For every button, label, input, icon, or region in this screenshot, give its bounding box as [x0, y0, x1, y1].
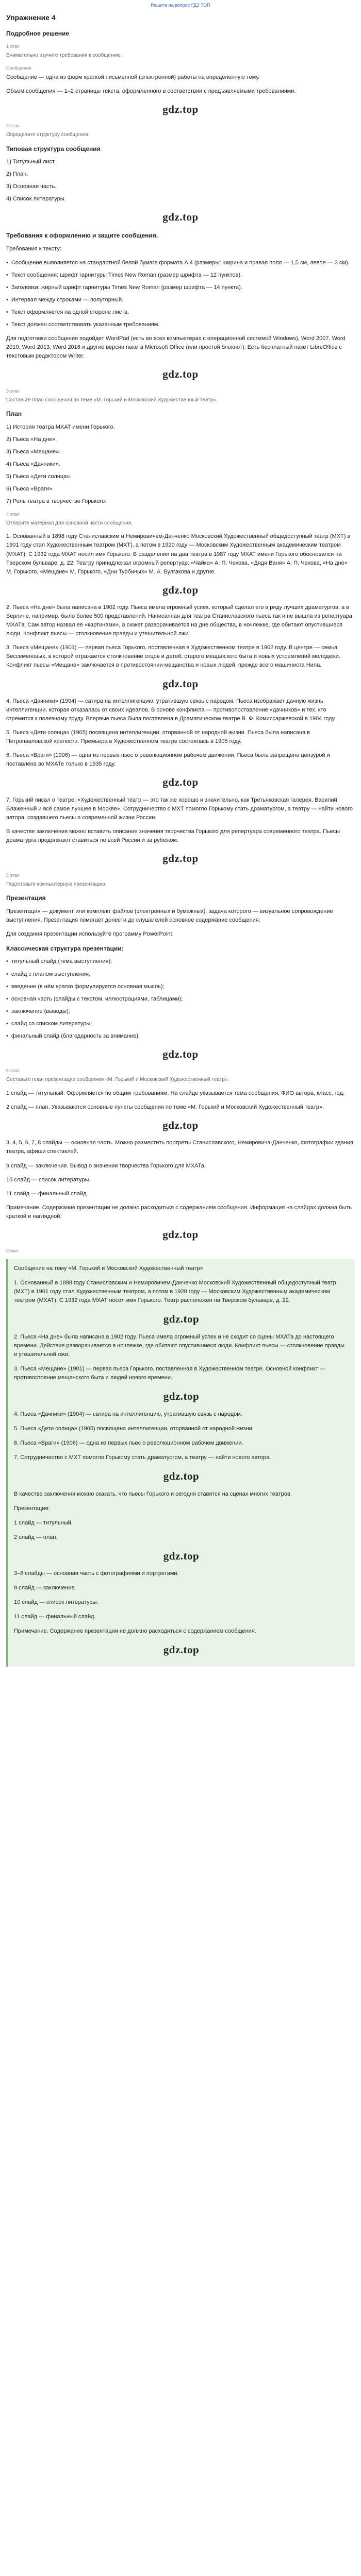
slide-paragraph: 3, 4, 5, 6, 7, 8 слайды — основная часть. Можно разместить портреты Станиславского, Немировича-Данченко, фотографии здания театра, афиши спектаклей. [6, 1140, 353, 1155]
step-4-number: 4 этап [6, 511, 20, 517]
step-3-hint: Составьте план сообщения по теме «М. Горький и Московский Художественный театр». [6, 397, 218, 403]
answer-paragraph: 11 слайд — финальный слайд. [14, 1614, 96, 1620]
list-item: 6) Пьеса «Враги». [6, 485, 54, 492]
step-6-number: 6 этап [6, 1068, 20, 1074]
list-item: • заключение (выводы); [6, 1007, 355, 1016]
list-item: • Сообщение выполняется на стандартной белой бумаге формата А 4 (размеры: ширина и правая поля — 1,5 см, левое — 3 см). [6, 259, 355, 267]
answer-paragraph: Сообщение на тему «М. Горький и Московский Художественный театр» [14, 1265, 203, 1272]
requirements-list [6, 259, 355, 329]
list-item: • основная часть (слайды с текстом, иллюстрациями, таблицами); [6, 995, 355, 1004]
list-item: • слайд с планом выступления; [6, 970, 355, 979]
answer-paragraph: 3. Пьеса «Мещане» (1901) — первая пьеса Горького, поставленная в Художественном театре. Основной конфликт — противостояние мещанского быта и людей нового времени. [14, 1366, 325, 1381]
material-paragraph: 5. Пьеса «Дети солнца» (1905) посвящена интеллигенции, оторванной от народной жизни. Пьеса была написана в Петропавловской крепости. Премьера в Художественном театре состоялась в 1905 году. [6, 730, 310, 745]
list-item: • Заголовки: жирный шрифт гарнитуры Times New Roman (размер шрифта — 14 пункта). [6, 283, 355, 292]
material-paragraph: 4. Пьеса «Дачники» (1904) — сатира на интеллигенцию, утратившую связь с народом. Пьеса изображает дачную жизнь интеллигенции, которая отказалась от своих идеалов. В основе конфликта — противопоставление «дачников» и тех, кто стремится к полезному труду. Впервые пьеса была поставлена в Драматическом театре В. Ф. Комиссаржевской в 1904 году. [6, 698, 336, 722]
answer-paragraph: 6. Пьеса «Враги» (1906) — одна из первых пьес о революционном рабочем движении. [14, 1439, 243, 1446]
step-2-number: 2 этап [6, 123, 20, 129]
list-item: 2) Пьеса «На дне». [6, 436, 57, 443]
step-1-number: 1 этап [6, 44, 20, 49]
watermark: gdz.top [163, 1469, 200, 1482]
answer-paragraph: 1. Основанный в 1898 году Станиславским и Немировичем-Данченко Московский Художественный общедоступный театр (МХТ) в 1901 году стал Художественным театром, а потом в 1920 году — Московским Художественным академическим театром (МХАТ). С 1932 года МХАТ носил имя Горького. Театр расположен на Тверском бульваре, д. 22. [14, 1280, 336, 1304]
watermark: gdz.top [162, 852, 199, 865]
step-5-hint: Подготовьте компьютерную презентацию. [6, 881, 107, 887]
list-item: • финальный слайд (благодарность за внимание). [6, 1032, 355, 1041]
step-2-hint: Определите структуру сообщения. [6, 132, 90, 138]
slide-note: Примечание. Содержание презентации не должно расходиться с содержанием сообщения. Информация на слайдах должна быть краткой и наглядной. [6, 1204, 352, 1219]
slide-paragraph: 10 слайд — список литературы. [6, 1176, 91, 1183]
watermark: gdz.top [163, 1390, 200, 1403]
list-item: 3) Пьеса «Мещане». [6, 448, 61, 455]
watermark: gdz.top [162, 211, 199, 224]
watermark: gdz.top [162, 368, 199, 381]
step-2-head: Типовая структура сообщения [6, 145, 101, 152]
material-paragraph: 7. Горький писал о театре: «Художественный театр — это так же хорошо и значительно, как Третьяковская галерея, Василий Блаженный и всё самое лучшее в Москве». Сотрудничество с МХТ помогло Горькому стать драматургом, а театру — найти нового автора, создавшего пьесы о современной жизни России. [6, 796, 353, 821]
plan-list [6, 423, 355, 506]
list-item: 1) Титульный лист. [6, 159, 56, 165]
watermark: gdz.top [162, 583, 199, 596]
slide-paragraph: 9 слайд — заключение. Вывод о значении творчества Горького для МХАТа. [6, 1162, 206, 1169]
list-item: • Текст должен соответствовать указанным требованиям. [6, 320, 355, 329]
step-4-hint: Отберите материал для основной части сообщения. [6, 520, 133, 526]
list-item: • Интервал между строками — полуторный. [6, 296, 355, 304]
list-item: 5) Пьеса «Дети солнца». [6, 473, 72, 480]
answer-paragraph: В качестве заключения можно сказать, что пьесы Горького и сегодня ставятся на сценах многих театров. [14, 1490, 292, 1497]
step-3-head: План [6, 410, 22, 418]
list-item: 2) План. [6, 171, 28, 178]
watermark: gdz.top [163, 1643, 200, 1656]
watermark: gdz.top [162, 1047, 199, 1060]
list-item: 1) История театра МХАТ имени Горького. [6, 423, 115, 430]
requirements-intro: Требования к тексту: [6, 245, 61, 252]
step-1-p1: Сообщение — одна из форм краткой письменной (электронной) работы на определенную тему. [6, 74, 260, 80]
material-paragraph: 3. Пьеса «Мещане» (1901) — первая пьеса Горького, поставленная в Художественном театре в 1902 году. В центре — семья Бессеменовых, в которой отражается столкновение отцов и детей, старого мещанского быта и новых устремлений молодежи. Конфликт пьесы «Мещане» заключается в противостоянии мещанства и новых людей, прежде всего машиниста Нила. [6, 645, 341, 669]
list-item: • слайд со списком литературы; [6, 1020, 355, 1028]
answer-paragraph: 5. Пьеса «Дети солнца» (1905) посвящена интеллигенции, оторванной от народной жизни. [14, 1425, 254, 1432]
answer-paragraph: Презентация: [14, 1505, 50, 1512]
material-paragraph: 6. Пьеса «Враги» (1906) — одна из первых пьес о революционном рабочем движении. Пьеса была запрещена цензурой и поставлена во МХАТе только в 1935 году. [6, 752, 330, 768]
material-tail: В качестве заключения можно вставить описание значения творчества Горького для репертуара современного театра. Пьесы драматурга продолжают ставиться по всей России и за рубежом. [6, 828, 340, 844]
answer-paragraph: 2. Пьеса «На дне» была написана в 1902 году. Пьеса имела огромный успех и не сходит со сцены МХАТа до настоящего времени. Действие разворачивается в ночлежке, где обитают опустившиеся люди. Конфликт пьесы — столкновение правды и утешительной лжи. [14, 1333, 344, 1358]
answer-paragraph: 3–8 слайды — основная часть с фотографиями и портретами. [14, 1570, 179, 1577]
list-item: 7) Роль театра в творчестве Горького. [6, 498, 107, 504]
list-item: • Текст оформляется на одной стороне листа. [6, 308, 355, 317]
step-1-p2: Объем сообщения — 1–2 страницы текста, оформленного в соответствии с предъявляемыми требованиями. [6, 88, 296, 94]
watermark: gdz.top [162, 776, 199, 789]
slide-paragraph: 11 слайд — финальный слайд. [6, 1190, 88, 1197]
list-item: • введение (в нём кратко формулируется основная мысль); [6, 982, 355, 991]
structure-list [6, 158, 355, 204]
step-5-head: Презентация [6, 894, 46, 902]
list-item: • титульный слайд (тема выступления); [6, 957, 355, 966]
list-item: 3) Основная часть. [6, 183, 57, 190]
answer-paragraph: 9 слайд — заключение. [14, 1585, 76, 1591]
answer-paragraph: 4. Пьеса «Дачники» (1904) — сатира на интеллигенцию, утратившую связь с народом. [14, 1411, 242, 1417]
watermark: gdz.top [162, 103, 199, 115]
page-title: Упражнение 4 [6, 13, 56, 22]
step-5-number: 5 этап [6, 872, 20, 878]
watermark: gdz.top [163, 1313, 200, 1326]
presentation-structure-list [6, 957, 355, 1040]
subtitle: Подробное решение [6, 29, 70, 37]
list-item: 4) Пьеса «Дачники». [6, 461, 60, 467]
list-item: 4) Список литературы. [6, 196, 66, 202]
material-paragraph: 2. Пьеса «На дне» была написана в 1902 году. Пьеса имела огромный успех, который сделал его в ряду лучших драматургов, а в Берлине, например, было более 500 представлений. Написанная для театра Станиславского пьеса так и не вышла из репертуара МХАТа. Сам автор назвал её «картинами», а сюжет разворачивается на дне общества, в ночлежке, где обитают опустившиеся люди. Конфликт пьесы — столкновение правды и утешительной лжи. [6, 604, 352, 637]
slide-paragraph: 1 слайд — титульный. Оформляется по общим требованиям. На слайде указывается тема сообщения, ФИО автора, класс, год. [6, 1090, 344, 1096]
presentation-structure-head: Классическая структура презентации: [6, 944, 124, 952]
slide-paragraph: 2 слайд — план. Указываются основные пункты сообщения по теме «М. Горький и Московский Художественный театр». [6, 1104, 324, 1110]
answer-paragraph: 1 слайд — титульный. [14, 1519, 73, 1526]
top-bar [6, 0, 355, 10]
step-3-number: 3 этап [6, 388, 20, 394]
answer-paragraph: Примечание. Содержание презентации не должно расходиться с содержанием сообщения. [14, 1628, 256, 1635]
watermark: gdz.top [162, 677, 199, 690]
list-item: • Текст сообщения: шрифт гарнитуры Times New Roman (размер шрифта — 12 пунктов). [6, 271, 355, 280]
watermark: gdz.top [163, 1549, 200, 1562]
answer-label: Ответ [6, 1248, 19, 1254]
software-note: Для подготовки сообщения подойдет WordPad (есть во всех компьютерах с операционной системой Windows), Word 2007, Word 2010, Word 2013, Word 2016 и другие версии пакета Microsoft Office (или простой блокнот). Есть бесплатный пакет LibreOffice с текстовым редактором Writer. [6, 335, 346, 360]
top-link[interactable]: Решите на вопрос ГДЗ ТОП [151, 3, 210, 8]
answer-paragraph: 10 слайд — список литературы. [14, 1599, 99, 1606]
answer-box [6, 1259, 355, 1667]
step-1-hint: Внимательно изучите требования к сообщению. [6, 53, 122, 59]
requirements-head: Требования к оформлению и защите сообщения. [6, 232, 158, 239]
step-6-hint: Составьте план презентации сообщения «М. Горький и Московский Художественный театр». [6, 1077, 229, 1083]
watermark: gdz.top [162, 1118, 199, 1131]
step-1-head: Сообщение [6, 65, 31, 71]
answer-paragraph: 2 слайд — план. [14, 1534, 58, 1540]
presentation-def: Презентация — документ или комплект файлов (электронных и бумажных), задача которого — визуальное сопровождение выступления. Презентация помогает донести до слушателей основное содержание сообщения. [6, 908, 333, 923]
presentation-tool: Для создания презентации используйте программу PowerPoint. [6, 930, 174, 937]
watermark: gdz.top [162, 1228, 199, 1241]
material-paragraph: 1. Основанный в 1898 году Станиславским и Немировичем-Данченко Московский Художественный общедоступный театр (МХТ) в 1901 году стал Художественным театром (МХТ), а потом в 1920 году — Московским Художественным академическим театром (МХАТ). С 1932 года МХАТ носил имя Горького. В разделении на два театра в 1987 году МХАТ имени Горького обосновался на Тверском бульваре, д. 22. Театру принадлежал огромный репертуар: «Чайка» А. П. Чехова, «Дядя Ваня» А. П. Чехова, «На дне» М. Горького, «Мещане» М. Горького, «Дни Турбиных» М. А. Булгакова и другие. [6, 533, 351, 575]
answer-paragraph: 7. Сотрудничество с МХТ помогло Горькому стать драматургом, а театру — найти нового автора. [14, 1454, 271, 1461]
